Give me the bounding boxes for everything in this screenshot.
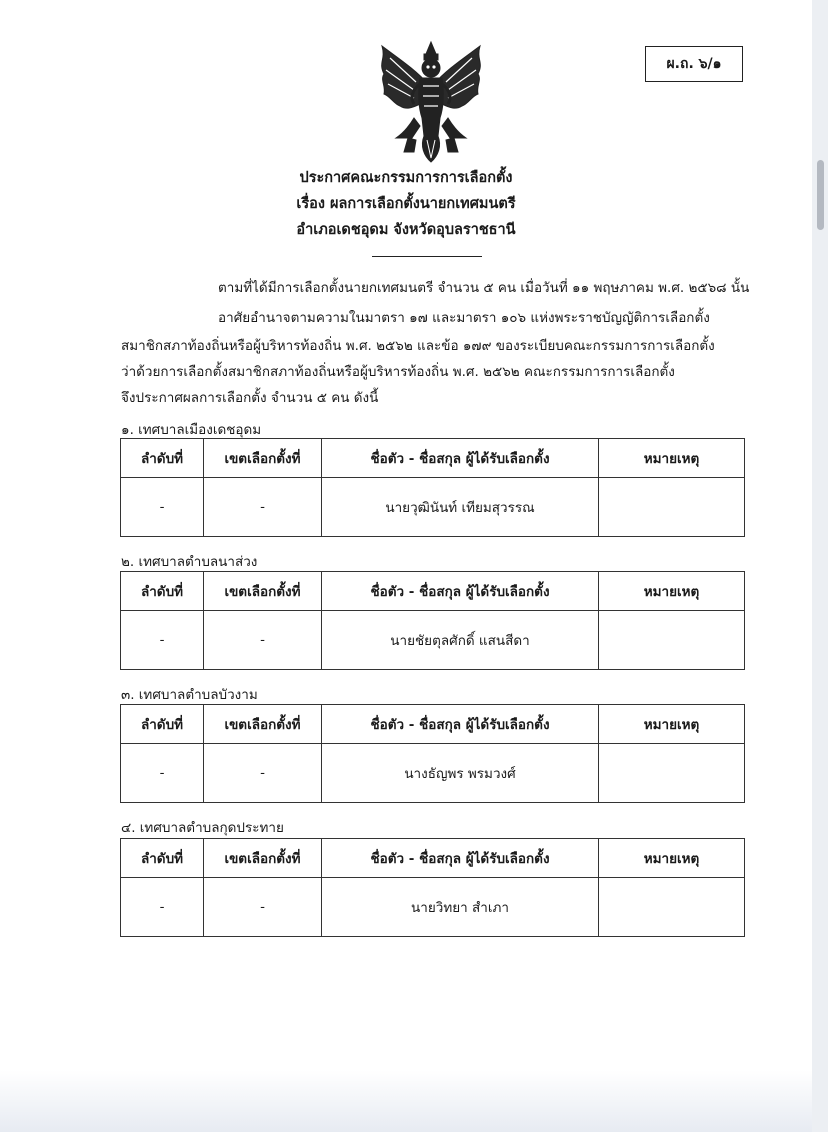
- header-order: ลำดับที่: [121, 705, 204, 744]
- body-line: ว่าด้วยการเลือกตั้งสมาชิกสภาท้องถิ่นหรือผู้บริหารท้องถิ่น พ.ศ. ๒๕๖๒ คณะกรรมการการเลือกตั้ง: [121, 364, 675, 380]
- cell-order: -: [121, 611, 204, 670]
- cell-note: [599, 611, 745, 670]
- cell-order: -: [121, 878, 204, 937]
- cell-note: [599, 878, 745, 937]
- results-table: [120, 571, 745, 670]
- header-name: ชื่อตัว - ชื่อสกุล ผู้ได้รับเลือกตั้ง: [322, 439, 599, 478]
- cell-name: นายชัยตุลศักดิ์ แสนสีดา: [322, 611, 599, 670]
- body-line: จึงประกาศผลการเลือกตั้ง จำนวน ๕ คน ดังนี้: [121, 390, 379, 406]
- table-header-row: [121, 705, 745, 744]
- header-note: หมายเหตุ: [599, 839, 745, 878]
- cell-name: นายวิทยา สำเภา: [322, 878, 599, 937]
- cell-order: -: [121, 744, 204, 803]
- header-note: หมายเหตุ: [599, 572, 745, 611]
- form-code-box: ผ.ถ. ๖/๑: [645, 46, 743, 82]
- header-order: ลำดับที่: [121, 439, 204, 478]
- announcement-title: ประกาศคณะกรรมการการเลือกตั้ง: [299, 170, 513, 186]
- results-table: [120, 704, 745, 803]
- intro-paragraph: ตามที่ได้มีการเลือกตั้งนายกเทศมนตรี จำนวน ๕ คน เมื่อวันที่ ๑๑ พฤษภาคม พ.ศ. ๒๕๖๘ นั้น: [218, 280, 750, 296]
- header-name: ชื่อตัว - ชื่อสกุล ผู้ได้รับเลือกตั้ง: [322, 839, 599, 878]
- cell-district: -: [204, 878, 322, 937]
- results-table: [120, 438, 745, 537]
- table-header-row: [121, 839, 745, 878]
- garuda-emblem-icon: [368, 40, 494, 166]
- section-label: ๓. เทศบาลตำบลบัวงาม: [121, 687, 258, 703]
- body-line: อาศัยอำนาจตามความในมาตรา ๑๗ และมาตรา ๑๐๖ แห่งพระราชบัญญัติการเลือกตั้ง: [218, 310, 710, 326]
- scrollbar[interactable]: [812, 0, 828, 1132]
- header-district: เขตเลือกตั้งที่: [204, 705, 322, 744]
- cell-name: นางธัญพร พรมวงศ์: [322, 744, 599, 803]
- header-name: ชื่อตัว - ชื่อสกุล ผู้ได้รับเลือกตั้ง: [322, 705, 599, 744]
- header-district: เขตเลือกตั้งที่: [204, 572, 322, 611]
- section-label: ๔. เทศบาลตำบลกุดประทาย: [121, 820, 284, 836]
- header-note: หมายเหตุ: [599, 705, 745, 744]
- table-row: [121, 478, 745, 537]
- section-label: ๒. เทศบาลตำบลนาส่วง: [121, 554, 258, 570]
- header-name: ชื่อตัว - ชื่อสกุล ผู้ได้รับเลือกตั้ง: [322, 572, 599, 611]
- body-line: สมาชิกสภาท้องถิ่นหรือผู้บริหารท้องถิ่น พ.ศ. ๒๕๖๒ และข้อ ๑๗๙ ของระเบียบคณะกรรมการการเลือกตั้ง: [121, 338, 715, 354]
- announcement-location: อำเภอเดชอุดม จังหวัดอุบลราชธานี: [296, 222, 516, 238]
- cell-note: [599, 744, 745, 803]
- cell-district: -: [204, 611, 322, 670]
- title-divider: [372, 256, 482, 257]
- header-order: ลำดับที่: [121, 572, 204, 611]
- cell-note: [599, 478, 745, 537]
- section-label: ๑. เทศบาลเมืองเดชอุดม: [121, 422, 262, 438]
- table-row: [121, 611, 745, 670]
- cell-order: -: [121, 478, 204, 537]
- table-row: [121, 878, 745, 937]
- header-district: เขตเลือกตั้งที่: [204, 839, 322, 878]
- results-table: [120, 838, 745, 937]
- cell-name: นายวุฒินันท์ เทียมสุวรรณ: [322, 478, 599, 537]
- table-header-row: [121, 572, 745, 611]
- table-row: [121, 744, 745, 803]
- cell-district: -: [204, 478, 322, 537]
- scrollbar-thumb[interactable]: [817, 160, 824, 230]
- page-bottom-fade: [0, 1070, 812, 1132]
- header-note: หมายเหตุ: [599, 439, 745, 478]
- announcement-subject: เรื่อง ผลการเลือกตั้งนายกเทศมนตรี: [296, 196, 516, 212]
- table-header-row: [121, 439, 745, 478]
- header-order: ลำดับที่: [121, 839, 204, 878]
- cell-district: -: [204, 744, 322, 803]
- header-district: เขตเลือกตั้งที่: [204, 439, 322, 478]
